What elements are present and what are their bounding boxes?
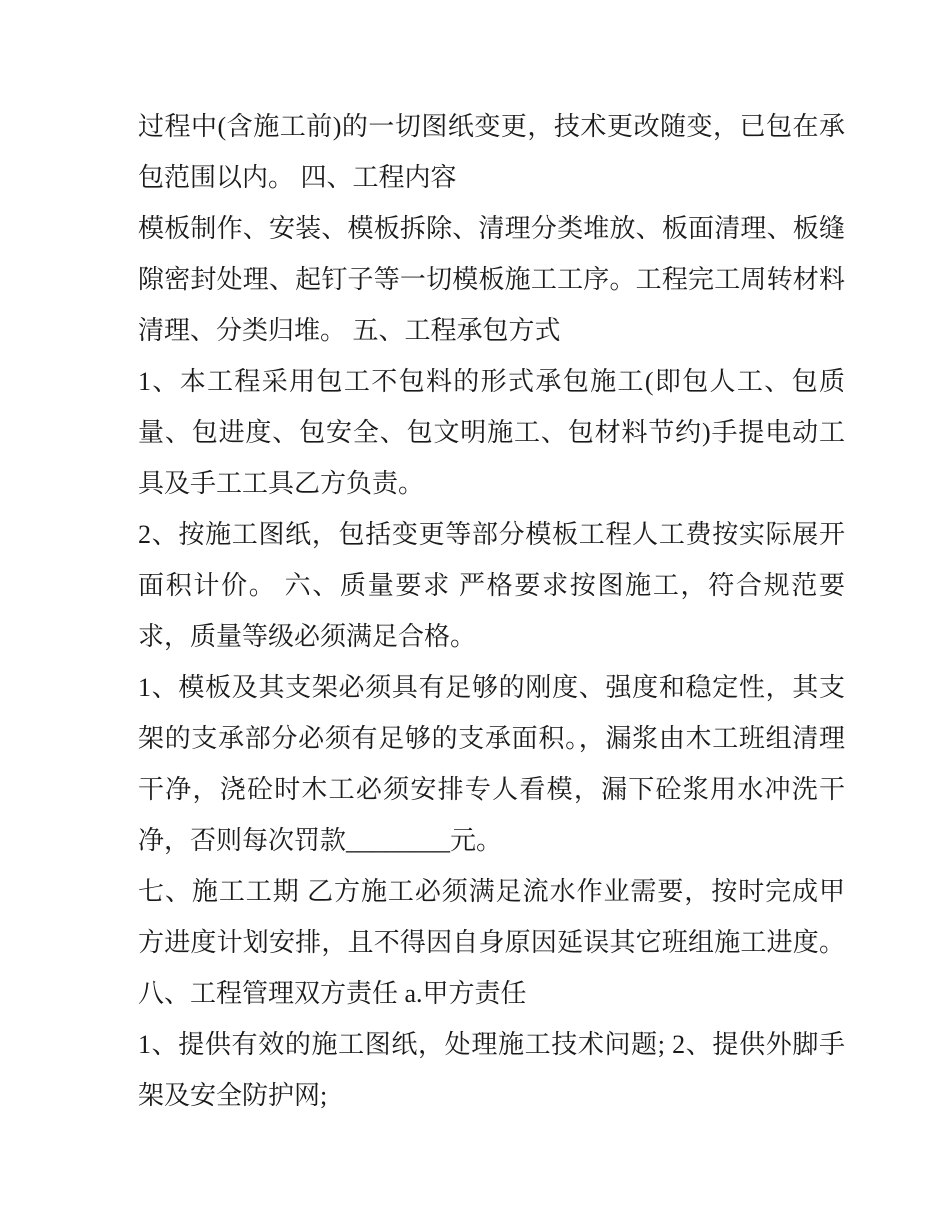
- text-line: 1、本工程采用包工不包料的形式承包施工(即包人工、包质: [138, 367, 845, 396]
- text-line: 求，质量等级必须满足合格。: [138, 622, 477, 651]
- text-line: 2、按施工图纸，包括变更等部分模板工程人工费按实际展开: [138, 520, 845, 549]
- text-line: 量、包进度、包安全、包文明施工、包材料节约)手提电动工: [138, 418, 845, 447]
- text-line: 架及安全防护网;: [138, 1081, 328, 1110]
- text-line: 过程中(含施工前)的一切图纸变更，技术更改随变，已包在承: [138, 112, 845, 141]
- text-line: 架的支承部分必须有足够的支承面积。，漏浆由木工班组清理: [138, 724, 845, 753]
- text-line: 模板制作、安装、模板拆除、清理分类堆放、板面清理、板缝: [138, 214, 845, 243]
- text-line: 包范围以内。 四、工程内容: [138, 163, 457, 192]
- text-line: 隙密封处理、起钉子等一切模板施工工序。工程完工周转材料: [138, 265, 845, 294]
- contract-text-block: [138, 101, 845, 1121]
- text-line: 干净，浇砼时木工必须安排专人看模，漏下砼浆用水冲洗干: [138, 775, 845, 804]
- text-line: 净，否则每次罚款________元。: [138, 826, 503, 855]
- text-line: 面积计价。 六、质量要求 严格要求按图施工，符合规范要: [138, 571, 845, 600]
- text-line: 八、工程管理双方责任 a.甲方责任: [138, 979, 527, 1008]
- text-line: 方进度计划安排，且不得因自身原因延误其它班组施工进度。: [138, 928, 845, 957]
- text-line: 清理、分类归堆。 五、工程承包方式: [138, 316, 561, 345]
- text-line: 1、提供有效的施工图纸，处理施工技术问题; 2、提供外脚手: [138, 1030, 845, 1059]
- text-line: 具及手工工具乙方负责。: [138, 469, 425, 498]
- text-line: 1、模板及其支架必须具有足够的刚度、强度和稳定性，其支: [138, 673, 845, 702]
- text-line: 七、施工工期 乙方施工必须满足流水作业需要，按时完成甲: [138, 877, 845, 906]
